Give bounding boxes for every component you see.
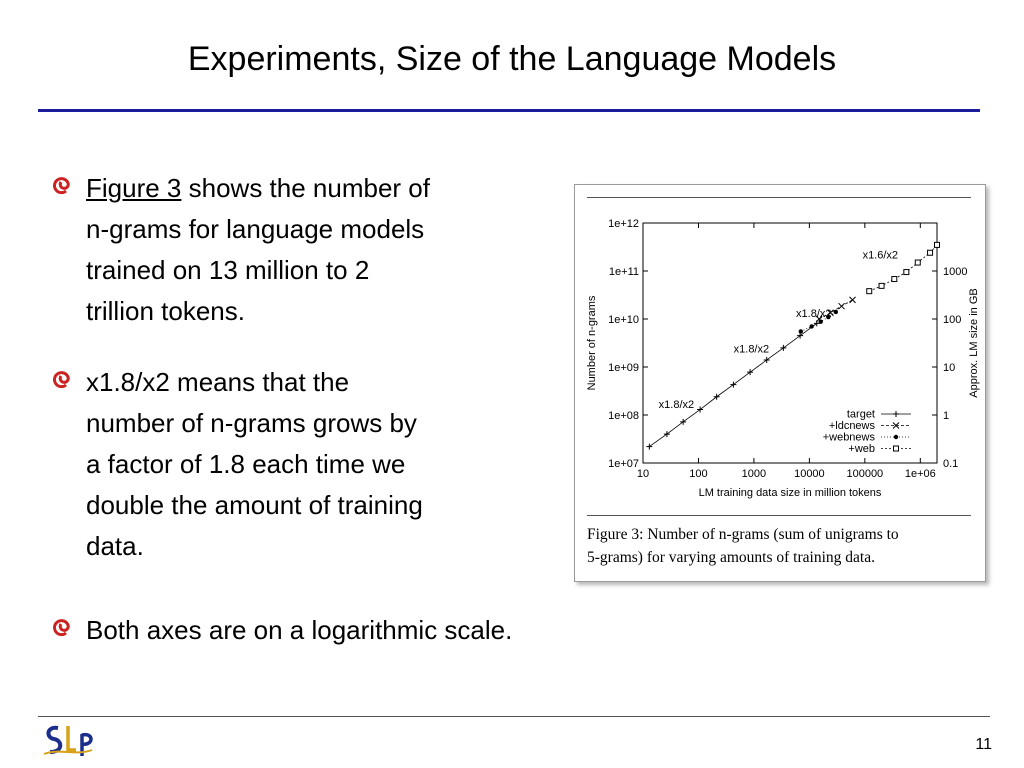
data-point-square <box>935 242 940 247</box>
bullet-text-line: trained on 13 million to 2 <box>86 255 370 285</box>
growth-annotation: x1.6/x2 <box>862 249 899 262</box>
ngram-chart <box>575 185 985 510</box>
y-tick-label: 1e+07 <box>608 458 639 470</box>
data-point-plus <box>893 411 899 417</box>
bullet-text-line: Both axes are on a logarithmic scale. <box>86 615 513 645</box>
y-tick-label: 1e+12 <box>608 218 639 230</box>
figure-caption-rule <box>587 515 971 516</box>
data-point-square <box>892 277 897 282</box>
x-tick-label: 1000 <box>741 468 767 480</box>
x-tick-label: 1e+06 <box>904 468 936 480</box>
caption-line: Figure 3: Number of n-grams (sum of unigrams to <box>587 526 899 543</box>
data-point-x <box>850 297 856 303</box>
title-divider <box>38 109 980 112</box>
data-point-dot <box>834 310 838 314</box>
data-point-dot <box>809 324 813 328</box>
bullet-swirl-icon <box>52 616 72 638</box>
x-tick-label: 100000 <box>846 468 884 480</box>
legend-label: +webnews <box>822 431 875 444</box>
bullet-text-line: data. <box>86 531 144 561</box>
bullet-text-line: n-grams for language models <box>86 214 425 244</box>
bullet-text-line: number of n-grams grows by <box>86 408 417 438</box>
data-point-plus <box>680 419 686 425</box>
x-axis-label: LM training data size in million tokens <box>698 487 882 499</box>
y2-tick-label: 10 <box>943 362 956 374</box>
data-point-dot <box>799 329 803 333</box>
y-tick-label: 1e+11 <box>608 266 639 278</box>
y2-tick-label: 1 <box>943 410 950 422</box>
bullet-text-line: trillion tokens. <box>86 296 245 326</box>
data-point-square <box>879 283 884 288</box>
data-point-square <box>915 260 920 265</box>
slp-logo <box>42 722 96 758</box>
bullet-text-line: shows the number of <box>188 173 430 203</box>
data-point-square <box>904 270 909 275</box>
y2-tick-label: 0.1 <box>943 458 959 470</box>
legend-label: target <box>846 408 875 421</box>
bullet-text-line: x1.8/x2 means that the <box>86 367 350 397</box>
y-tick-label: 1e+09 <box>608 362 639 374</box>
figure-panel <box>574 184 986 582</box>
x-tick-label: 10000 <box>794 468 825 480</box>
bullet-swirl-icon <box>52 174 72 196</box>
growth-annotation: x1.8/x2 <box>796 308 832 321</box>
figure-3-link[interactable]: Figure 3 <box>86 173 182 203</box>
footer-divider <box>38 716 990 717</box>
data-point-plus <box>764 357 770 363</box>
data-point-x <box>839 303 845 309</box>
y2-axis-label: Approx. LM size in GB <box>968 288 980 398</box>
growth-annotation: x1.8/x2 <box>658 398 695 411</box>
x-tick-label: 10 <box>636 468 650 480</box>
caption-line: 5-grams) for varying amounts of training data. <box>587 549 875 566</box>
data-point-plus <box>730 382 736 388</box>
bullet-swirl-icon <box>52 368 72 390</box>
y-tick-label: 1e+08 <box>608 410 639 422</box>
series-target <box>646 320 819 449</box>
figure-caption <box>587 523 977 569</box>
data-point-plus <box>747 369 753 375</box>
data-point-plus <box>780 345 786 351</box>
bullet-text-line: double the amount of training <box>86 490 423 520</box>
bullet-text-line: a factor of 1.8 each time we <box>86 449 406 479</box>
data-point-plus <box>646 444 652 450</box>
growth-annotation: x1.8/x2 <box>733 343 770 356</box>
data-point-square <box>928 250 933 255</box>
y-tick-label: 1e+10 <box>608 314 639 326</box>
x-tick-label: 100 <box>689 468 708 480</box>
data-point-square <box>867 289 872 294</box>
legend-label: +ldcnews <box>828 420 875 432</box>
y2-tick-label: 1000 <box>943 266 968 278</box>
data-point-dot <box>894 435 898 439</box>
legend-label: +web <box>848 443 875 455</box>
slide-title: Experiments, Size of the Language Models <box>187 40 837 78</box>
page-number: 11 <box>975 736 992 753</box>
data-point-plus <box>664 431 670 437</box>
data-point-square <box>894 446 899 451</box>
y2-tick-label: 100 <box>943 314 962 326</box>
data-point-dot <box>819 319 823 323</box>
legend <box>823 409 911 456</box>
y-axis-label: Number of n-grams <box>586 295 598 391</box>
